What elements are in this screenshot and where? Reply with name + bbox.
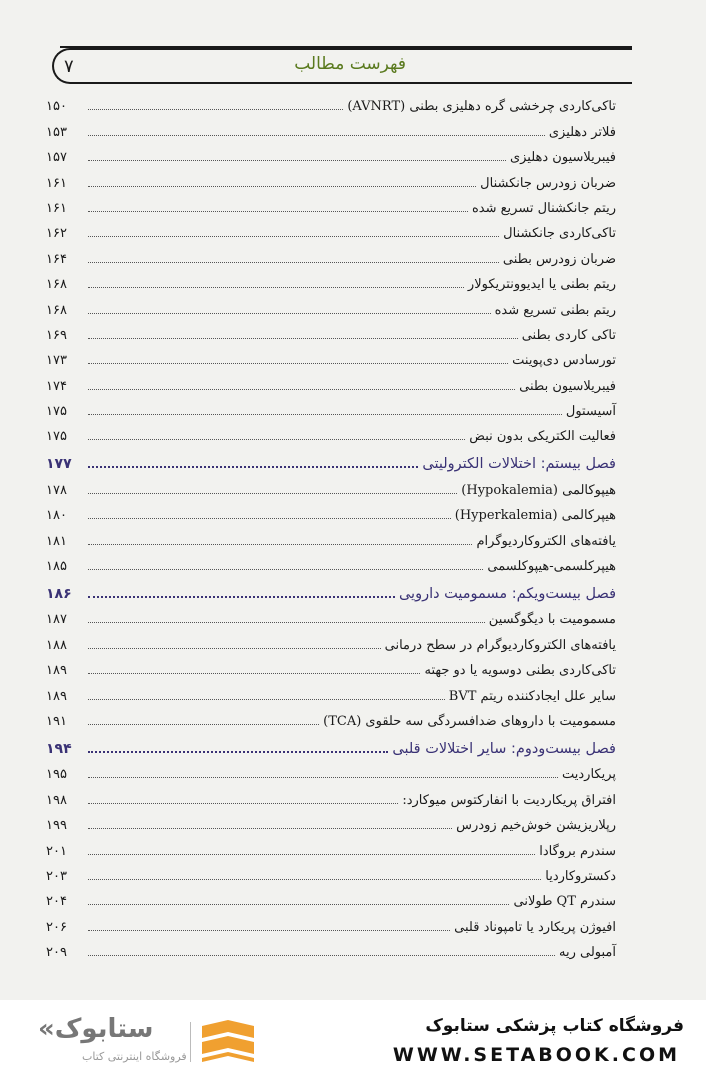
toc-row [46, 168, 616, 193]
toc-row [46, 552, 616, 577]
toc-row [46, 526, 616, 551]
dot-leader [88, 699, 445, 700]
footer-banner [0, 1000, 706, 1080]
toc-entry-title: سایر علل ایجادکننده ریتم BVT [448, 688, 616, 704]
toc-entry-title: تاکی‌کاردی جانکشنال [503, 226, 616, 242]
toc-page-number: ۱۹۱ [46, 713, 67, 729]
toc-row [46, 938, 616, 963]
dot-leader [88, 955, 555, 956]
toc-page-number: ۱۶۸ [46, 302, 67, 318]
toc-page-number: ۱۶۹ [46, 327, 67, 343]
toc-row [46, 760, 616, 785]
dot-leader [88, 622, 485, 623]
toc-row [46, 707, 616, 732]
toc-row [46, 321, 616, 346]
toc-entry-title: فصل بیست‌ویکم: مسمومیت دارویی [398, 586, 616, 603]
dot-leader [88, 544, 472, 545]
toc-page-number: ۱۶۲ [46, 226, 67, 242]
toc-chapter-row [46, 577, 616, 605]
toc-page-number: ۲۰۶ [46, 919, 67, 935]
toc-row [46, 270, 616, 295]
toc-entry-title: افتراق پریکاردیت با انفارکتوس میوکارد: [402, 792, 616, 808]
toc-entry-title: رپلاریزیشن خوش‌خیم زودرس [456, 818, 616, 834]
toc-page-number: ۱۸۹ [46, 688, 67, 704]
dot-leader [88, 803, 398, 804]
toc-entry-title: ضربان زودرس جانکشنال [480, 175, 616, 191]
toc-entry-title: فیبریلاسیون بطنی [519, 378, 616, 394]
toc-entry-title: آمبولی ریه [558, 945, 616, 961]
toc-entry-title: فیبریلاسیون دهلیزی [509, 150, 616, 166]
logo-divider [190, 1022, 191, 1062]
toc-entry-title: پریکاردیت [562, 767, 616, 783]
toc-entry-title: ضربان زودرس بطنی [502, 251, 616, 267]
dot-leader [88, 648, 381, 649]
shop-url[interactable]: WWW.SETABOOK.COM [392, 1044, 680, 1066]
toc-page-number: ۱۹۸ [46, 792, 67, 808]
toc-page-number: ۱۸۵ [46, 559, 67, 575]
toc-page-number: ۱۶۴ [46, 251, 67, 267]
toc-row [46, 194, 616, 219]
toc-entry-title: مسمومیت با داروهای ضدافسردگی سه حلقوی (TCA) [323, 713, 616, 729]
toc-entry-title: افیوژن پریکارد یا تامپوناد قلبی [454, 919, 616, 935]
toc-row [46, 371, 616, 396]
toc-entry-title: فصل بیستم: اختلالات الکترولیتی [422, 456, 616, 473]
dot-leader [88, 930, 450, 931]
toc-page-number: ۱۷۷ [46, 456, 72, 473]
toc-row [46, 811, 616, 836]
toc-page-number: ۱۹۹ [46, 818, 67, 834]
toc-page-number: ۱۷۵ [46, 404, 67, 420]
toc-row [46, 836, 616, 861]
toc-page-number: ۱۵۳ [46, 124, 67, 140]
toc-entry-title: ریتم بطنی تسریع شده [494, 302, 616, 318]
dot-leader [88, 673, 420, 674]
logo-text: «ستابوک [38, 1014, 154, 1044]
toc-entry-title: سندرم QT طولانی [513, 894, 616, 910]
toc-row [46, 422, 616, 447]
toc-page-number: ۱۶۸ [46, 277, 67, 293]
book-logo-icon [198, 1020, 258, 1066]
table-of-contents [46, 92, 616, 963]
dot-leader [88, 828, 452, 829]
dot-leader [88, 751, 388, 753]
toc-page-number: ۱۹۵ [46, 767, 67, 783]
dot-leader [88, 135, 545, 136]
toc-row [46, 475, 616, 500]
toc-page-number: ۲۰۳ [46, 868, 67, 884]
toc-page-number: ۱۶۱ [46, 175, 67, 191]
toc-entry-title: فعالیت الکتریکی بدون نبض [469, 429, 616, 445]
toc-row [46, 681, 616, 706]
toc-entry-title: مسمومیت با دیگوگسین [488, 612, 616, 628]
toc-page-number: ۱۸۷ [46, 612, 67, 628]
toc-row [46, 630, 616, 655]
toc-chapter-row [46, 447, 616, 475]
toc-row [46, 887, 616, 912]
toc-page-number: ۱۸۸ [46, 637, 67, 653]
dot-leader [88, 493, 457, 494]
toc-entry-title: سندرم بروگادا [539, 843, 616, 859]
toc-page-number: ۱۸۶ [46, 586, 72, 603]
toc-page-number: ۱۷۳ [46, 353, 67, 369]
toc-entry-title: دکستروکاردیا [545, 868, 616, 884]
dot-leader [88, 211, 468, 212]
header-page-number: ۷ [64, 56, 74, 77]
toc-row [46, 785, 616, 810]
toc-entry-title: تاکی‌کاردی چرخشی گره دهلیزی بطنی (AVNRT) [347, 99, 616, 115]
toc-entry-title: ریتم جانکشنال تسریع شده [471, 200, 616, 216]
dot-leader [88, 287, 464, 288]
toc-entry-title: تورسادس دی‌پوینت [512, 353, 616, 369]
toc-entry-title: یافته‌های الکتروکاردیوگرام در سطح درمانی [384, 637, 616, 653]
dot-leader [88, 160, 506, 161]
toc-page-number: ۱۶۱ [46, 200, 67, 216]
dot-leader [88, 439, 465, 440]
dot-leader [88, 414, 562, 415]
toc-page-number: ۱۷۵ [46, 429, 67, 445]
toc-entry-title: هیپوکالمی (Hypokalemia) [461, 482, 616, 498]
dot-leader [88, 518, 451, 519]
dot-leader [88, 186, 476, 187]
dot-leader [88, 596, 395, 598]
dot-leader [88, 466, 418, 468]
toc-page-number: ۱۸۰ [46, 508, 67, 524]
toc-row [46, 656, 616, 681]
dot-leader [88, 338, 518, 339]
toc-entry-title: ریتم بطنی یا ایدیوونتریکولار [467, 277, 616, 293]
toc-row [46, 501, 616, 526]
toc-entry-title: تاکی‌کاردی بطنی دوسویه یا دو جهته [424, 663, 616, 679]
toc-row [46, 244, 616, 269]
toc-row [46, 92, 616, 117]
toc-entry-title: تاکی کاردی بطنی [521, 327, 616, 343]
dot-leader [88, 262, 499, 263]
toc-page-number: ۲۰۴ [46, 894, 67, 910]
toc-page-number: ۱۹۴ [46, 740, 72, 757]
toc-entry-title: هیپرکلسمی-هیپوکلسمی [487, 559, 616, 575]
toc-page-number: ۱۸۹ [46, 663, 67, 679]
dot-leader [88, 879, 541, 880]
header-title: فهرست مطالب [294, 54, 406, 74]
shop-name: فروشگاه کتاب پزشکی ستابوک [425, 1016, 684, 1036]
toc-row [46, 912, 616, 937]
toc-page-number: ۱۷۸ [46, 482, 67, 498]
toc-row [46, 862, 616, 887]
dot-leader [88, 904, 509, 905]
toc-entry-title: هیپرکالمی (Hyperkalemia) [454, 508, 616, 524]
dot-leader [88, 313, 491, 314]
toc-row [46, 397, 616, 422]
dot-leader [88, 854, 535, 855]
toc-chapter-row [46, 732, 616, 760]
toc-entry-title: یافته‌های الکتروکاردیوگرام [476, 533, 616, 549]
dot-leader [88, 389, 515, 390]
toc-page-number: ۱۸۱ [46, 533, 67, 549]
toc-row [46, 143, 616, 168]
toc-page-number: ۱۷۴ [46, 378, 67, 394]
logo-subtitle: فروشگاه اینترنتی کتاب [82, 1050, 187, 1063]
toc-page-number: ۲۰۹ [46, 945, 67, 961]
dot-leader [88, 569, 483, 570]
dot-leader [88, 777, 558, 778]
toc-row [46, 605, 616, 630]
toc-entry-title: فصل بیست‌ودوم: سایر اختلالات قلبی [392, 740, 616, 757]
toc-entry-title: آسیستول [565, 404, 616, 420]
toc-row [46, 219, 616, 244]
toc-row [46, 117, 616, 142]
toc-entry-title: فلاتر دهلیزی [548, 124, 616, 140]
toc-row [46, 295, 616, 320]
toc-page-number: ۲۰۱ [46, 843, 67, 859]
toc-page-number: ۱۵۷ [46, 150, 67, 166]
dot-leader [88, 724, 319, 725]
toc-row [46, 346, 616, 371]
toc-page-number: ۱۵۰ [46, 99, 67, 115]
dot-leader [88, 236, 499, 237]
dot-leader [88, 109, 343, 110]
dot-leader [88, 363, 508, 364]
